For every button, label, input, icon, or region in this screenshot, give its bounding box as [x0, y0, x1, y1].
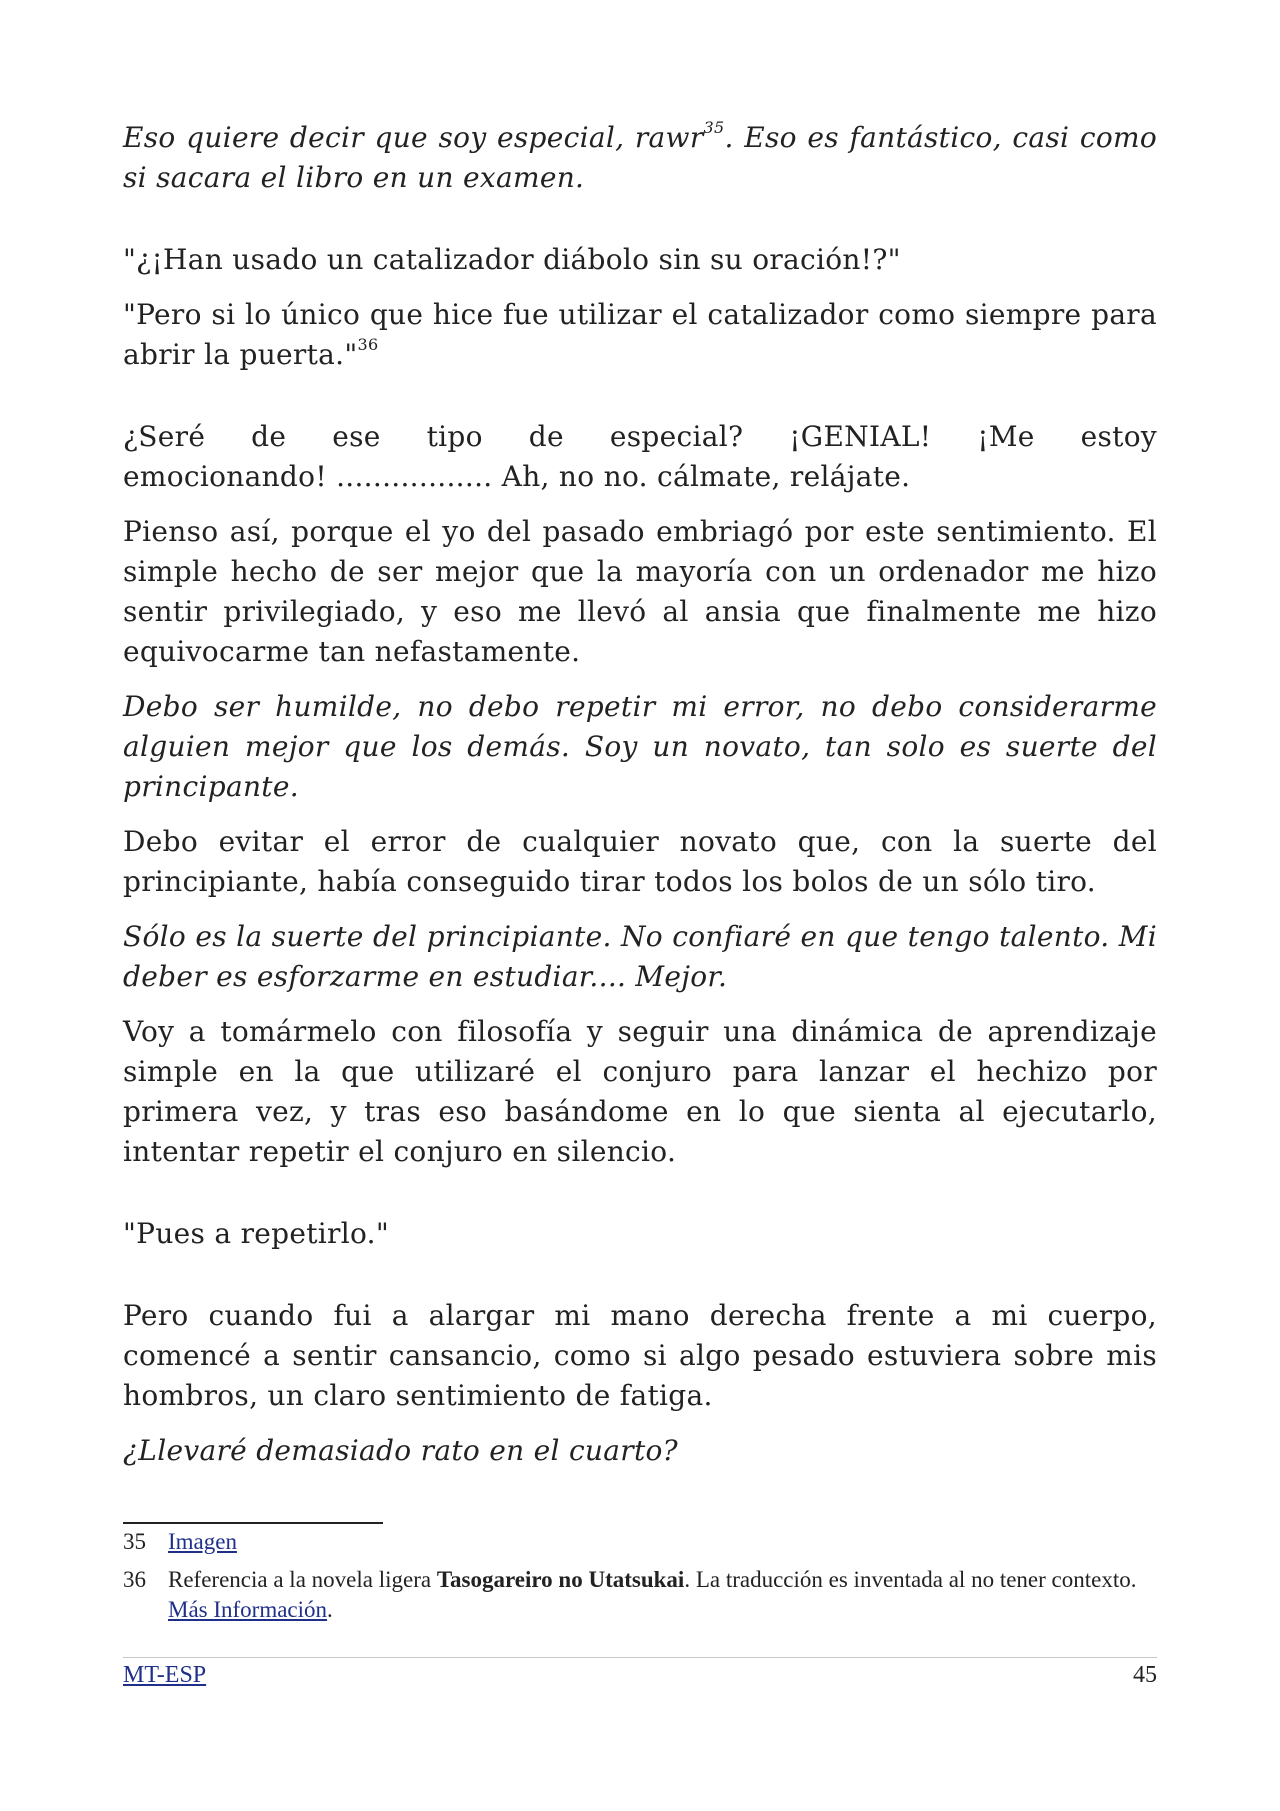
paragraph-text: . Eso es fantástico, casi como si sacara el libro en un examen. — [123, 121, 1157, 194]
paragraph-7: Debo evitar el error de cualquier novato que, con la suerte del principiante, había conseguido tirar todos los bolos de un sólo tiro. — [123, 825, 1157, 898]
footer-divider — [123, 1657, 1157, 1658]
novel-title: Tasogareiro no Utatsukai — [436, 1567, 685, 1592]
footnote-ref-35[interactable]: 35 — [703, 118, 725, 137]
paragraph-9: Voy a tomármelo con filosofía y seguir una dinámica de aprendizaje simple en la que utilizaré el conjuro para lanzar el hechizo por primera vez, y tras eso basándome en lo que sienta al ejecutarlo, intentar repetir el conjuro en silencio. — [123, 1015, 1157, 1168]
body-text — [123, 118, 1157, 1471]
paragraph-11: Pero cuando fui a alargar mi mano derecha frente a mi cuerpo, comencé a sentir cansancio, como si algo pesado estuviera sobre mis hombros, un claro sentimiento de fatiga. — [123, 1299, 1157, 1412]
footnote-number: 35 — [123, 1529, 146, 1554]
paragraph-2: "¿¡Han usado un catalizador diábolo sin su oración!?" — [123, 243, 901, 276]
footnotes — [123, 1527, 1157, 1633]
footnote-36 — [123, 1565, 1157, 1625]
footnote-text: Referencia a la novela ligera — [168, 1567, 437, 1592]
paragraph-12: ¿Llevaré demasiado rato en el cuarto? — [123, 1434, 678, 1467]
footer-site-link[interactable]: MT-ESP — [123, 1662, 207, 1688]
paragraph-4-line-1: ¿Seré de ese tipo de especial? ¡GENIAL! ¡Me estoy — [123, 420, 1157, 453]
paragraph-8: Sólo es la suerte del principiante. No confiaré en que tengo talento. Mi deber es esforzarme en estudiar.... Mejor. — [123, 920, 1157, 993]
page-footer — [123, 1660, 1157, 1690]
paragraph-5: Pienso así, porque el yo del pasado embriagó por este sentimiento. El simple hecho de ser mejor que la mayoría con un ordenador me hizo sentir privilegiado, y eso me llevó al ansia que finalmente me hizo equivocarme tan nefastamente. — [123, 515, 1157, 668]
paragraph-4-line-2: emocionando! ................. Ah, no no. cálmate, relájate. — [123, 460, 911, 493]
paragraph-6: Debo ser humilde, no debo repetir mi error, no debo considerarme alguien mejor que los demás. Soy un novato, tan solo es suerte del principante. — [123, 690, 1157, 803]
footnote-number: 36 — [123, 1567, 146, 1592]
footnote-text: . La traducción es inventada al no tener contexto. — [684, 1567, 1137, 1592]
more-info-link[interactable]: Más Información — [168, 1597, 328, 1622]
paragraph-text: Eso quiere decir que soy especial, rawr — [123, 121, 704, 154]
paragraph-1 — [123, 118, 1157, 198]
footnote-text: . — [327, 1597, 333, 1622]
page-number: 45 — [1133, 1662, 1157, 1688]
footnote-ref-36[interactable]: 36 — [357, 335, 379, 354]
paragraph-text: "Pero si lo único que hice fue utilizar el catalizador como siempre para abrir la puerta." — [123, 298, 1157, 371]
footnote-image-link[interactable]: Imagen — [168, 1529, 237, 1554]
footnote-divider — [123, 1522, 383, 1524]
footnote-body — [168, 1565, 1157, 1625]
footnote-body — [168, 1527, 1157, 1557]
paragraph-3 — [123, 295, 1157, 375]
paragraph-10: "Pues a repetirlo." — [123, 1217, 390, 1250]
footnote-35 — [123, 1527, 1157, 1557]
